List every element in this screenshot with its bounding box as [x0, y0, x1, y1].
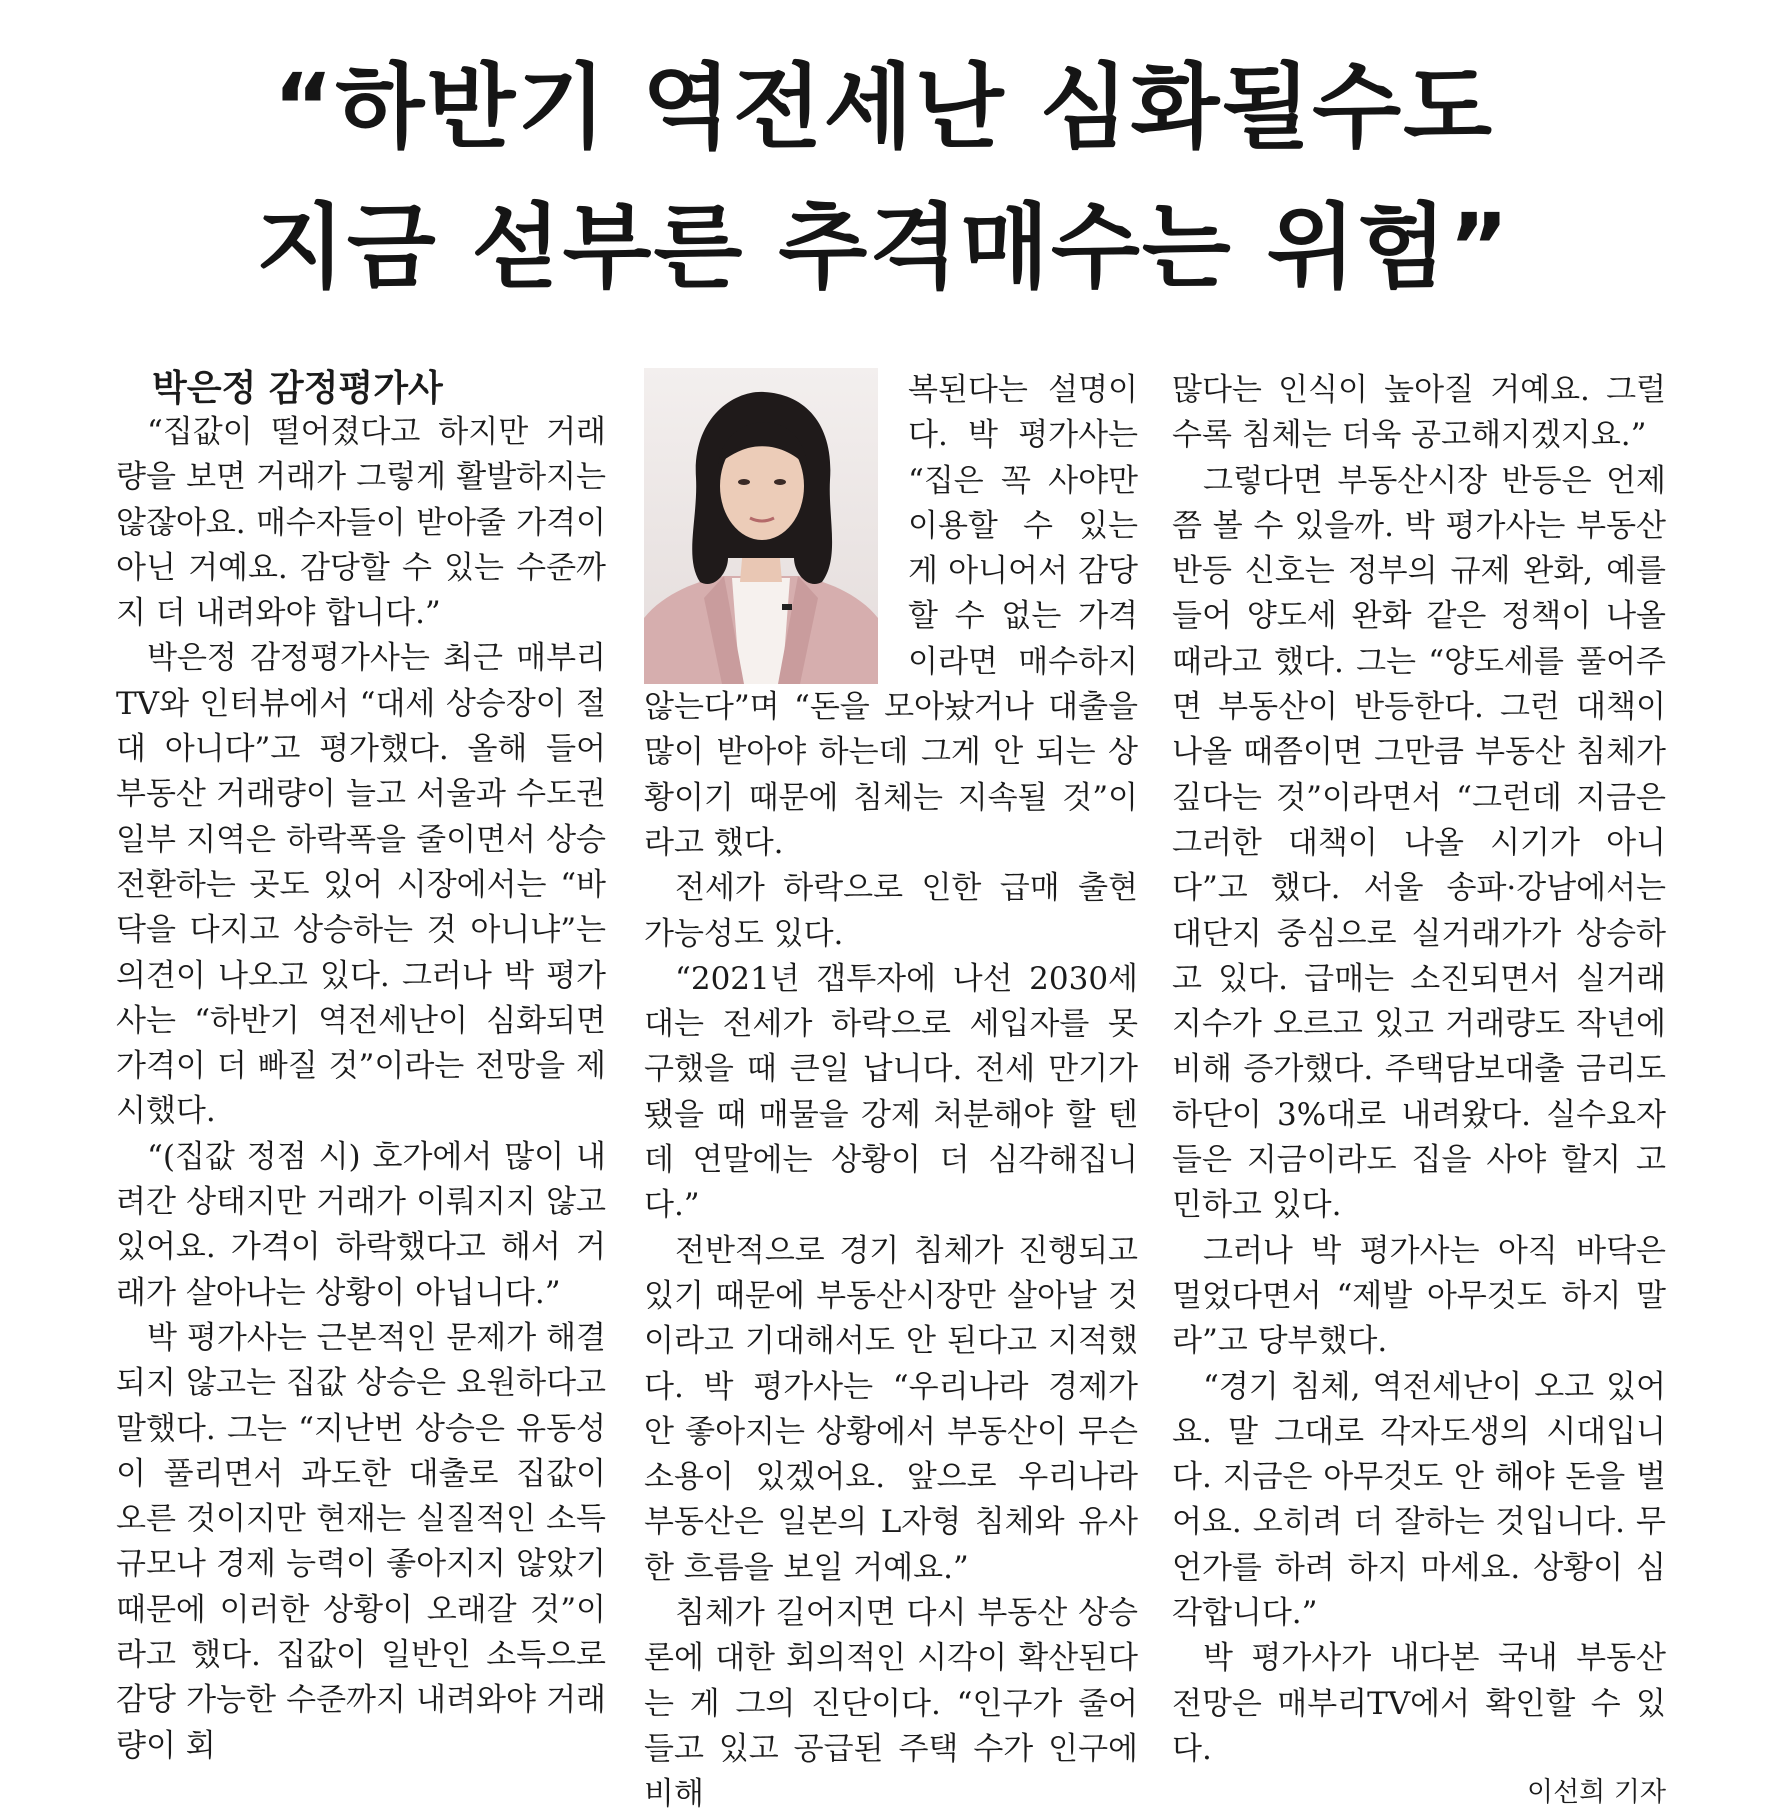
reporter-credit: 이선희 기자 [1527, 1777, 1666, 1809]
paragraph: “집값이 떨어졌다고 하지만 거래량을 보면 거래가 그렇게 활발하지는 않잖아요. 매수자들이 받아줄 가격이 아닌 거예요. 감당할 수 있는 수준까지 더 내려와야 합니다.” [116, 414, 606, 632]
paragraph: 복된다는 설명이다. 박 평가사는 “집은 꼭 사야만 이용할 수 있는 게 아니어서 감당할 수 없는 가격이라면 매수하지 않는다”며 “돈을 모아놨거나 대출을 많이 받아야 하는데 그게 안 되는 상황이기 때문에 침체는 지속될 것”이라고 했다. [644, 372, 1138, 861]
paragraph: 전반적으로 경기 침체가 진행되고 있기 때문에 부동산시장만 살아날 것이라고 기대해서도 안 된다고 지적했다. 박 평가사는 “우리나라 경제가 안 좋아지는 상황에서 부동산이 무슨 소용이 있겠어요. 앞으로 우리나라 부동산은 일본의 L자형 침체와 유사한 흐름을 보일 거예요.” [644, 1232, 1138, 1586]
headline-line-1: “하반기 역전세난 심화될수도 [273, 54, 1494, 161]
paragraph: 전세가 하락으로 인한 급매 출현 가능성도 있다. [644, 870, 1138, 952]
paragraph: 박은정 감정평가사는 최근 매부리TV와 인터뷰에서 “대세 상승장이 절대 아니다”고 평가했다. 올해 들어 부동산 거래량이 늘고 서울과 수도권 일부 지역은 하락폭을 줄이면서 상승 전환하는 곳도 있어 시장에서는 “바닥을 다지고 상승하는 것 아니냐”는 의견이 나오고 있다. 그러나 박 평가사는 “하반기 역전세난이 심화되면 가격이 더 빠질 것”이라는 전망을 제시했다. [116, 640, 606, 1130]
paragraph: “2021년 갭투자에 나선 2030세대는 전세가 하락으로 세입자를 못 구했을 때 큰일 납니다. 전세 만기가 됐을 때 매물을 강제 처분해야 할 텐데 연말에는 상황이 더 심각해집니다.” [644, 960, 1138, 1224]
paragraph: 박 평가사는 근본적인 문제가 해결되지 않고는 집값 상승은 요원하다고 말했다. 그는 “지난번 상승은 유동성이 풀리면서 과도한 대출로 집값이 오른 것이지만 현재는 실질적인 소득 규모나 경제 능력이 좋아지지 않았기 때문에 이러한 상황이 오래갈 것”이라고 했다. 집값이 일반인 소득으로 감당 가능한 수준까지 내려와야 거래량이 회 [116, 1319, 606, 1764]
paragraph: 그러나 박 평가사는 아직 바닥은 멀었다면서 “제발 아무것도 하지 말라”고 당부했다. [1172, 1232, 1666, 1360]
paragraph: 많다는 인식이 높아질 거예요. 그럴수록 침체는 더욱 공고해지겠지요.” [1172, 372, 1666, 454]
paragraph: “(집값 정점 시) 호가에서 많이 내려간 상태지만 거래가 이뤄지지 않고 있어요. 가격이 하락했다고 해서 거래가 살아나는 상황이 아닙니다.” [116, 1138, 606, 1311]
article-column-2 [644, 368, 1138, 1818]
headline-line-2: 지금 섣부른 추격매수는 위험” [255, 194, 1512, 301]
headline [0, 38, 1767, 318]
paragraph: 박 평가사가 내다본 국내 부동산 전망은 매부리TV에서 확인할 수 있다. [1172, 1640, 1666, 1767]
paragraph: 그렇다면 부동산시장 반등은 언제쯤 볼 수 있을까. 박 평가사는 부동산 반등 신호는 정부의 규제 완화, 예를 들어 양도세 완화 같은 정책이 나올 때라고 했다. 그는 “양도세를 풀어주면 부동산이 반등한다. 그런 대책이 나올 때쯤이면 그만큼 부동산 침체가 깊다는 것”이라면서 “그런데 지금은 그러한 대책이 나올 시기가 아니다”고 했다. 서울 송파·강남에서는 대단지 중심으로 실거래가가 상승하고 있다. 급매는 소진되면서 실거래지수가 오르고 있고 거래량도 작년에 비해 증가했다. 주택담보대출 금리도 하단이 3%대로 내려왔다. 실수요자들은 지금이라도 집을 사야 할지 고민하고 있다. [1172, 462, 1666, 1224]
portrait-photo [644, 368, 878, 684]
article-column-1 [116, 368, 606, 1769]
paragraph: “경기 침체, 역전세난이 오고 있어요. 말 그대로 각자도생의 시대입니다. 지금은 아무것도 안 해야 돈을 벌어요. 오히려 더 잘하는 것입니다. 무언가를 하려 하지 마세요. 상황이 심각합니다.” [1172, 1368, 1666, 1632]
byline: 박은정 감정평가사 [152, 368, 443, 409]
portrait-illustration [644, 368, 878, 684]
article-column-3 [1172, 368, 1666, 1814]
paragraph: 침체가 길어지면 다시 부동산 상승론에 대한 회의적인 시각이 확산된다는 게 그의 진단이다. “인구가 줄어들고 있고 공급된 주택 수가 인구에 비해 [644, 1595, 1138, 1813]
